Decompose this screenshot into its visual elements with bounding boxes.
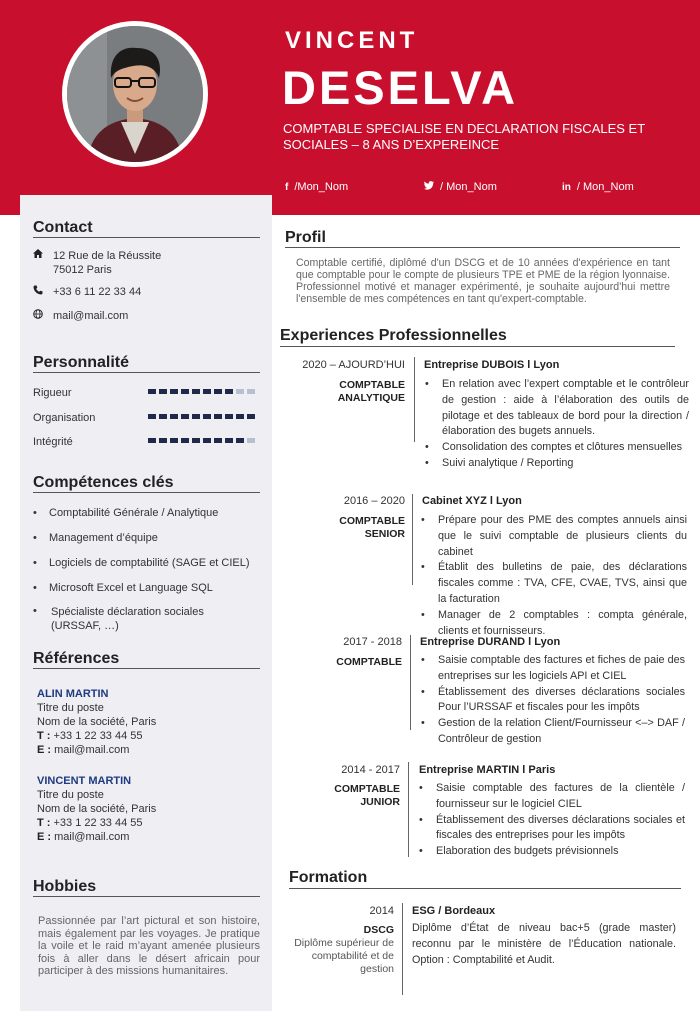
timeline-line	[402, 903, 403, 995]
contact-heading: Contact	[33, 219, 93, 236]
twitter-icon	[424, 181, 434, 193]
level-dot	[225, 438, 233, 443]
reference-card	[37, 687, 156, 757]
education-degree-desc: Diplôme supérieur de comptabilité et de gestion	[294, 937, 394, 975]
last-name: DESELVA	[282, 61, 519, 114]
personality-level-meter	[148, 438, 255, 443]
reference-role: Titre du poste	[37, 789, 104, 801]
skill-item: • Comptabilité Générale / Analytique	[33, 507, 219, 519]
contact-phone	[33, 285, 141, 300]
level-dot	[192, 414, 200, 419]
job-bullets	[421, 653, 685, 748]
level-dot	[181, 414, 189, 419]
header-banner	[0, 0, 700, 215]
education-degree: DSCG	[363, 924, 394, 936]
section-divider	[285, 247, 680, 248]
level-dot	[214, 438, 222, 443]
profile-heading: Profil	[285, 229, 326, 246]
profile-text: Comptable certifié, diplômé d'un DSCG et de 10 années d'expérience en tant que comptable pour le compte de plusieurs TPE et PME de la région lyonnaise. Professionnel motivé et manager expérimenté, je souhaite aujourd'hui mettre l'ensemble de mes compétences en tant qu'expert-comptable.	[296, 257, 670, 305]
section-divider	[280, 346, 675, 347]
hobbies-text: Passionnée par l’art pictural et son histoire, mais également par les voyages. Je pratique la voile et le raid m’ayant amenée plusieurs fois à aller dans le désert africain pour participer à des missions humanitaires.	[38, 915, 260, 977]
skill-item: • Management d’équipe	[33, 532, 158, 544]
job-bullet: • Établit des bulletins de paie, des déclarations fiscales comme : TVA, CFE, CVAE, TVS, ainsi que la facturation	[421, 560, 687, 607]
section-divider	[33, 896, 260, 897]
level-dot	[170, 414, 178, 419]
reference-email: E : mail@mail.com	[37, 744, 130, 756]
social-twitter[interactable]	[424, 181, 497, 193]
level-dot	[192, 389, 200, 394]
skill-item: • Microsoft Excel et Language SQL	[33, 582, 213, 594]
phone-number: +33 6 11 22 33 44	[53, 286, 142, 298]
personality-label: Organisation	[33, 412, 96, 424]
references-heading: Références	[33, 650, 120, 667]
contact-address	[33, 249, 161, 277]
reference-card	[37, 774, 156, 844]
job-bullet: • Établissement des diverses déclarations sociales Pour l’URSSAF et fiscales pour les impôts	[421, 685, 685, 717]
level-dot	[247, 389, 255, 394]
personality-row	[33, 412, 260, 424]
reference-company: Nom de la société, Paris	[37, 716, 157, 728]
level-dot	[159, 414, 167, 419]
level-dot	[225, 389, 233, 394]
job-bullet: • En relation avec l’expert comptable et le contrôleur de gestion : aide à l’élaboration des outils de pilotage et des tableaux de bord pour la direction / élaboration des bugets annuels.	[425, 377, 689, 440]
section-divider	[289, 888, 681, 889]
phone-icon	[33, 285, 43, 300]
job-dates: 2020 – AJOURD’HUI	[302, 359, 405, 371]
job-title	[283, 121, 683, 153]
level-dot	[203, 389, 211, 394]
globe-icon	[33, 309, 43, 324]
section-divider	[33, 492, 260, 493]
linkedin-icon: in	[562, 181, 571, 193]
level-dot	[214, 414, 222, 419]
job-company: Cabinet XYZ l Lyon	[422, 495, 522, 507]
reference-phone: T : +33 1 22 33 44 55	[37, 817, 143, 829]
email-address: mail@mail.com	[53, 310, 129, 322]
job-bullet: • Établissement des diverses déclarations sociales et fiscales des entreprises pour les impôts	[419, 813, 685, 845]
level-dot	[181, 389, 189, 394]
job-title-line: SOCIALES – 8 ANS D’EXPEREINCE	[283, 137, 500, 152]
social-label: /Mon_Nom	[294, 181, 349, 193]
reference-phone: T : +33 1 22 33 44 55	[37, 730, 143, 742]
level-dot	[247, 414, 255, 419]
job-bullet: • Saisie comptable des factures et fiches de paie des entreprises sur les logiciels API et CIEL	[421, 653, 685, 685]
personality-row	[33, 387, 260, 399]
level-dot	[236, 438, 244, 443]
reference-name: VINCENT MARTIN	[37, 775, 132, 787]
personality-label: Rigueur	[33, 387, 72, 399]
first-name: VINCENT	[285, 27, 419, 54]
job-title-line: COMPTABLE SPECIALISE EN DECLARATION FISCALES ET	[283, 121, 646, 136]
level-dot	[225, 414, 233, 419]
education-heading: Formation	[289, 869, 368, 886]
level-dot	[170, 438, 178, 443]
social-label: / Mon_Nom	[440, 181, 497, 193]
job-bullets	[425, 377, 689, 472]
reference-role: Titre du poste	[37, 702, 104, 714]
level-dot	[170, 389, 178, 394]
job-dates: 2014 - 2017	[341, 764, 400, 776]
skill-item: • Spécialiste déclaration sociales (URSSAF, …)	[33, 605, 204, 632]
personality-label: Intégrité	[33, 436, 73, 448]
personality-row	[33, 436, 260, 448]
address-line: 12 Rue de la Réussite	[53, 250, 162, 262]
section-divider	[33, 237, 260, 238]
skill-item: • Logiciels de comptabilité (SAGE et CIEL)	[33, 557, 250, 569]
job-bullet: • Suivi analytique / Reporting	[425, 456, 689, 472]
social-facebook[interactable]	[285, 181, 348, 193]
job-role: COMPTABLE JUNIOR	[334, 783, 400, 808]
level-dot	[236, 389, 244, 394]
level-dot	[148, 438, 156, 443]
reference-name: ALIN MARTIN	[37, 688, 109, 700]
section-divider	[33, 372, 260, 373]
level-dot	[203, 438, 211, 443]
sidebar	[20, 195, 272, 1011]
job-bullet: • Prépare pour des PME des comptes annuels ainsi que le suivi comptable de plusieurs clients du cabinet	[421, 513, 687, 560]
job-bullet: • Saisie comptable des factures de la clientèle / fournisseur sur le logiciel CIEL	[419, 781, 685, 813]
education-school: ESG / Bordeaux	[412, 905, 496, 917]
hobbies-heading: Hobbies	[33, 878, 97, 895]
level-dot	[148, 389, 156, 394]
experience-heading: Experiences Professionnelles	[280, 327, 507, 344]
level-dot	[148, 414, 156, 419]
job-role: COMPTABLE	[336, 656, 402, 668]
job-bullets	[421, 513, 687, 639]
timeline-line	[408, 762, 409, 857]
facebook-icon: f	[285, 181, 289, 193]
level-dot	[159, 438, 167, 443]
job-role: COMPTABLE SENIOR	[339, 515, 405, 540]
job-bullet: • Consolidation des comptes et clôtures mensuelles	[425, 440, 689, 456]
timeline-line	[412, 494, 413, 585]
timeline-line	[414, 357, 415, 442]
job-company: Entreprise DURAND l Lyon	[420, 636, 561, 648]
social-linkedin[interactable]	[562, 181, 634, 193]
section-divider	[33, 668, 260, 669]
personality-heading: Personnalité	[33, 354, 130, 371]
job-company: Entreprise MARTIN l Paris	[419, 764, 556, 776]
level-dot	[203, 414, 211, 419]
profile-photo	[67, 26, 203, 162]
home-icon	[33, 249, 43, 277]
personality-level-meter	[148, 389, 255, 394]
job-bullet: • Elaboration des budgets prévisionnels	[419, 844, 685, 860]
job-company: Entreprise DUBOIS l Lyon	[424, 359, 560, 371]
personality-level-meter	[148, 414, 255, 419]
job-role: COMPTABLE ANALYTIQUE	[337, 379, 405, 404]
address-line: 75012 Paris	[53, 264, 112, 276]
job-bullet: • Gestion de la relation Client/Fournisseur <–> DAF / Contrôleur de gestion	[421, 716, 685, 748]
education-year: 2014	[369, 905, 394, 917]
job-bullet: • Manager de 2 comptables : compta générale, clients et fournisseurs.	[421, 608, 687, 640]
social-label: / Mon_Nom	[576, 181, 634, 193]
level-dot	[236, 414, 244, 419]
skills-heading: Compétences clés	[33, 474, 174, 491]
job-dates: 2017 - 2018	[343, 636, 402, 648]
timeline-line	[410, 635, 411, 730]
reference-email: E : mail@mail.com	[37, 831, 130, 843]
job-dates: 2016 – 2020	[343, 495, 405, 507]
contact-email	[33, 309, 128, 324]
level-dot	[247, 438, 255, 443]
reference-company: Nom de la société, Paris	[37, 803, 157, 815]
level-dot	[214, 389, 222, 394]
job-bullets	[419, 781, 685, 860]
level-dot	[159, 389, 167, 394]
level-dot	[181, 438, 189, 443]
level-dot	[192, 438, 200, 443]
profile-photo-frame	[62, 21, 208, 167]
education-description: Diplôme d’État de niveau bac+5 (grade master) reconnu par le ministère de l’Éducation nationale. Option : Comptabilité et Audit.	[412, 922, 676, 966]
